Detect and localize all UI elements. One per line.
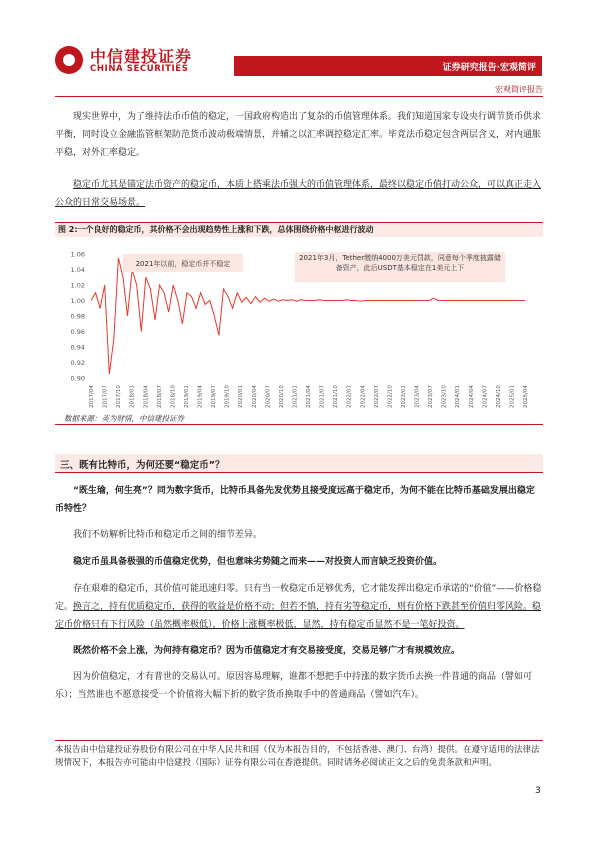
x-tick-label: 2018/04 [143,385,150,408]
body-q4b-text: 换言之，持有优质稳定币，获得的收益是价格不动；但若不慎，持有劣等稳定币，则有价格下跌甚至价值归零风险。稳定币价格只有下行风险（虽然概率极低），价格上涨概率极低，显然，持有稳定币显然不是一笔好投资。 [55,602,542,630]
x-tick-label: 2020/04 [251,385,258,408]
section-heading: 三、既有比特币，为何还要“稳定币”？ [60,460,225,471]
body-q3 [55,553,543,571]
paragraph-1-text: 现实世界中，为了维持法币币值的稳定，一国政府构造出了复杂的币值管理体系。我们知道国家专设央行调节货币供求平衡，同时设立金融监管框架防范货币波动极端情景，并辅之以汇率调控稳定汇率。毕竟法币稳定包含两层含义，对内通胀平稳，对外汇率稳定。 [55,112,542,158]
figure-title: 图 2:一个良好的稳定币，其价格不会出现趋势性上涨和下跌，总体围绕价格中枢进行波动 [58,225,374,234]
logo-cn-text: 中信建投证券 [90,47,193,66]
header-bar [234,56,542,76]
paragraph-2-text: 稳定币尤其是锚定法币资产的稳定币，本质上搭乘法币强大的币值管理体系，最终以稳定币值打动公众，可以真正走入公众的日常交易场景。 [55,180,542,208]
x-tick-label: 2019/10 [224,385,231,408]
x-tick-label: 2022/07 [373,385,380,408]
x-tick-label: 2025/04 [523,385,529,408]
x-tick-label: 2020/01 [238,385,245,408]
x-tick-label: 2021/01 [292,385,299,408]
x-tick-label: 2019/01 [183,385,190,408]
paragraph-2 [55,176,543,212]
x-tick-label: 2021/07 [319,385,326,408]
body-q6-text: 因为价值稳定，才有普世的交易认可。原因容易理解，谁都不想把手中持涨的数字货币去换一件普通的商品（譬如可乐）；当然谁也不愿意接受一个价值将大幅下折的数字货币换取手中的普通商品（譬如汽车）。 [55,672,533,700]
x-tick-label: 2024/07 [482,385,489,408]
body-q4a-text: 存在艰难的稳定币，其价值可能迅速归零。只有当一枚稳定币足够优秀，它才能发挥出稳定币承诺的“价值”——价格稳定。 [55,584,542,612]
body-q5 [55,642,543,660]
annotation-2-text: 2021年3月，Tether缴纳4000万美元罚款，同意每个季度披露储备资产，此后USDT基本稳定在1美元上下 [299,254,501,272]
x-tick-label: 2023/04 [414,385,421,408]
y-tick-label: 1.06 [70,250,85,259]
report-subtype-label: 宏观简评报告 [495,85,543,94]
y-tick-label: 1.04 [70,266,85,274]
y-tick-label: 0.90 [70,374,85,383]
body-q2-text: 我们不妨解析比特币和稳定币之间的细节差异。 [73,530,263,540]
chart [55,240,543,410]
x-tick-label: 2022/04 [360,385,367,408]
x-tick-label: 2023/07 [428,385,435,408]
y-tick-label: 0.98 [70,312,85,321]
footer-divider [55,740,543,741]
x-tick-label: 2024/04 [468,385,475,408]
body-q4 [55,580,543,634]
x-tick-label: 2018/07 [156,385,163,408]
y-tick-label: 0.96 [70,328,85,336]
paragraph-1 [55,108,543,162]
page-number: 3 [535,786,541,796]
body-q5-text: 既然价格不会上涨，为何持有稳定币？因为币值稳定才有交易接受度，交易足够广才有规模效应。 [73,646,461,656]
x-tick-label: 2019/07 [211,385,218,408]
x-tick-label: 2020/07 [265,385,272,408]
y-tick-label: 0.94 [70,343,85,352]
x-tick-label: 2021/04 [306,385,312,408]
x-tick-label: 2017/10 [116,385,123,408]
header-divider [55,96,543,97]
body-q6 [55,668,543,704]
x-tick-label: 2018/10 [170,385,177,408]
x-tick-label: 2018/01 [129,385,136,408]
x-tick-label: 2022/10 [387,385,394,408]
body-q1-text: “既生瑜，何生亮”？同为数字货币，比特币具备先发优势且接受度远高于稳定币，为何不能在比特币基础发展出稳定币特性？ [55,486,535,514]
annotation-1-text: 2021年以前，稳定币并不稳定 [135,260,231,268]
x-tick-label: 2019/04 [197,385,204,408]
logo-en-text: CHINA SECURITIES [90,64,189,74]
body-q1 [55,482,543,518]
x-tick-label: 2017/07 [102,385,109,408]
figure-source: 数据来源：英为财情，中信建投证券 [64,414,184,423]
company-logo-icon [55,46,83,74]
body-q2 [55,526,543,544]
body-q3-text: 稳定币虽具备极强的币值稳定优势，但也意味劣势随之而来——对投资人而言缺乏投资价值。 [73,557,443,567]
y-tick-label: 1.02 [70,281,85,290]
x-tick-label: 2025/01 [509,385,516,408]
x-tick-label: 2020/10 [278,385,285,408]
x-tick-label: 2017/04 [89,385,95,408]
usdt-price-line-chart [55,240,543,410]
y-tick-label: 0.92 [70,359,85,367]
x-tick-label: 2024/10 [495,385,502,408]
report-type-label: 证券研究报告·宏观简评 [442,63,536,73]
figure-divider [55,424,543,425]
x-tick-label: 2023/01 [400,385,407,408]
x-tick-label: 2022/01 [346,385,353,408]
footer-disclaimer: 本报告由中信建投证券股份有限公司在中华人民共和国（仅为本报告目的，不包括香港、澳门、台湾）提供。在遵守适用的法律法规情况下，本报告亦可能由中信建投（国际）证券有限公司在香港提供。同时请务必阅读正文之后的免责条款和声明。 [55,745,540,768]
x-tick-label: 2021/10 [333,385,340,408]
x-tick-label: 2023/10 [441,385,448,408]
x-tick-label: 2024/01 [455,385,462,408]
y-tick-label: 1.00 [70,297,85,305]
